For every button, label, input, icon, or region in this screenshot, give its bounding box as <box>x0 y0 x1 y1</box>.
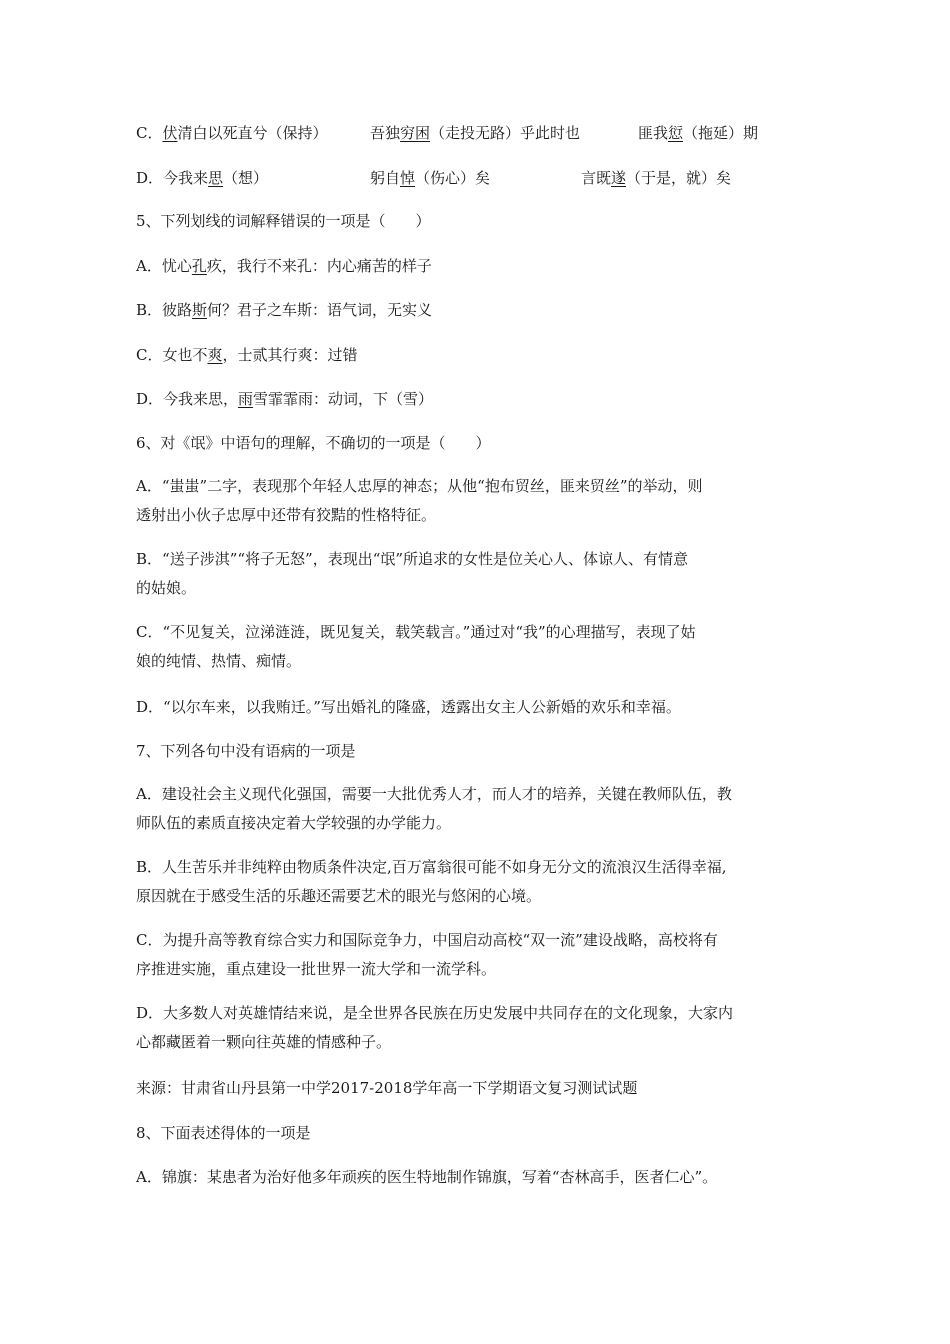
q4-d-item-1: D．今我来思（想） <box>136 169 269 187</box>
q5-stem: 5、下列划线的词解释错误的一项是（ ） <box>136 212 431 230</box>
q4-c-item-1: C．伏清白以死直兮（保持） <box>136 124 328 142</box>
q5-option-c: C．女也不爽，士贰其行爽：过错 <box>136 346 358 364</box>
q4-c-item-2: 吾独穷困（走投无路）乎此时也 <box>370 124 581 142</box>
q6-option-a: A．“蚩蚩”二字，表现那个年轻人忠厚的神态；从他“抱布贸丝，匪来贸丝”的举动，则 透射出小伙子忠厚中还带有狡黠的性格特征。 <box>136 477 703 524</box>
q6-option-b: B．“送子涉淇”“将子无怒”，表现出“氓”所追求的女性是位关心人、体谅人、有情意 的姑娘。 <box>136 550 689 597</box>
q4-c-item-3: 匪我愆（拖延）期 <box>638 124 759 142</box>
q8-option-a: A．锦旗：某患者为治好他多年顽疾的医生特地制作锦旗，写着“杏林高手，医者仁心”。 <box>136 1168 718 1186</box>
q4-d-item-3: 言既遂（于是，就）矣 <box>581 169 732 187</box>
q7-stem: 7、下列各句中没有语病的一项是 <box>136 742 356 760</box>
q5-option-d: D．今我来思，雨雪霏霏雨：动词，下（雪） <box>136 390 434 408</box>
q6-stem: 6、对《氓》中语句的理解，不确切的一项是（ ） <box>136 434 491 452</box>
q6-option-c: C．“不见复关，泣涕涟涟，既见复关，载笑载言。”通过对“我”的心理描写，表现了姑 娘的纯情、热情、痴情。 <box>136 623 696 670</box>
q6-option-d: D．“以尔车来，以我贿迁。”写出婚礼的隆盛，透露出女主人公新婚的欢乐和幸福。 <box>136 698 681 716</box>
q7-option-d: D．大多数人对英雄情结来说，是全世界各民族在历史发展中共同存在的文化现象，大家内 心都藏匿着一颗向往英雄的情感种子。 <box>136 1004 734 1051</box>
source-note: 来源：甘肃省山丹县第一中学2017-2018学年高一下学期语文复习测试试题 <box>136 1079 638 1097</box>
q5-option-a: A．忧心孔疚，我行不来孔：内心痛苦的样子 <box>136 257 432 275</box>
q4-option-d <box>136 168 816 188</box>
q5-option-b: B．彼路斯何？君子之车斯：语气词，无实义 <box>136 301 433 319</box>
q7-option-b: B．人生苦乐并非纯粹由物质条件决定,百万富翁很可能不如身无分文的流浪汉生活得幸福, 原因就在于感受生活的乐趣还需要艺术的眼光与悠闲的心境。 <box>136 858 727 905</box>
q7-option-c: C．为提升高等教育综合实力和国际竞争力，中国启动高校“双一流”建设战略，高校将有 序推进实施，重点建设一批世界一流大学和一流学科。 <box>136 931 718 978</box>
q7-option-a: A．建设社会主义现代化强国，需要一大批优秀人才，而人才的培养，关键在教师队伍，教 师队伍的素质直接决定着大学较强的办学能力。 <box>136 785 732 832</box>
q4-option-c <box>136 123 816 143</box>
q4-d-item-2: 躬自悼（伤心）矣 <box>370 169 491 187</box>
q8-stem: 8、下面表述得体的一项是 <box>136 1124 311 1142</box>
